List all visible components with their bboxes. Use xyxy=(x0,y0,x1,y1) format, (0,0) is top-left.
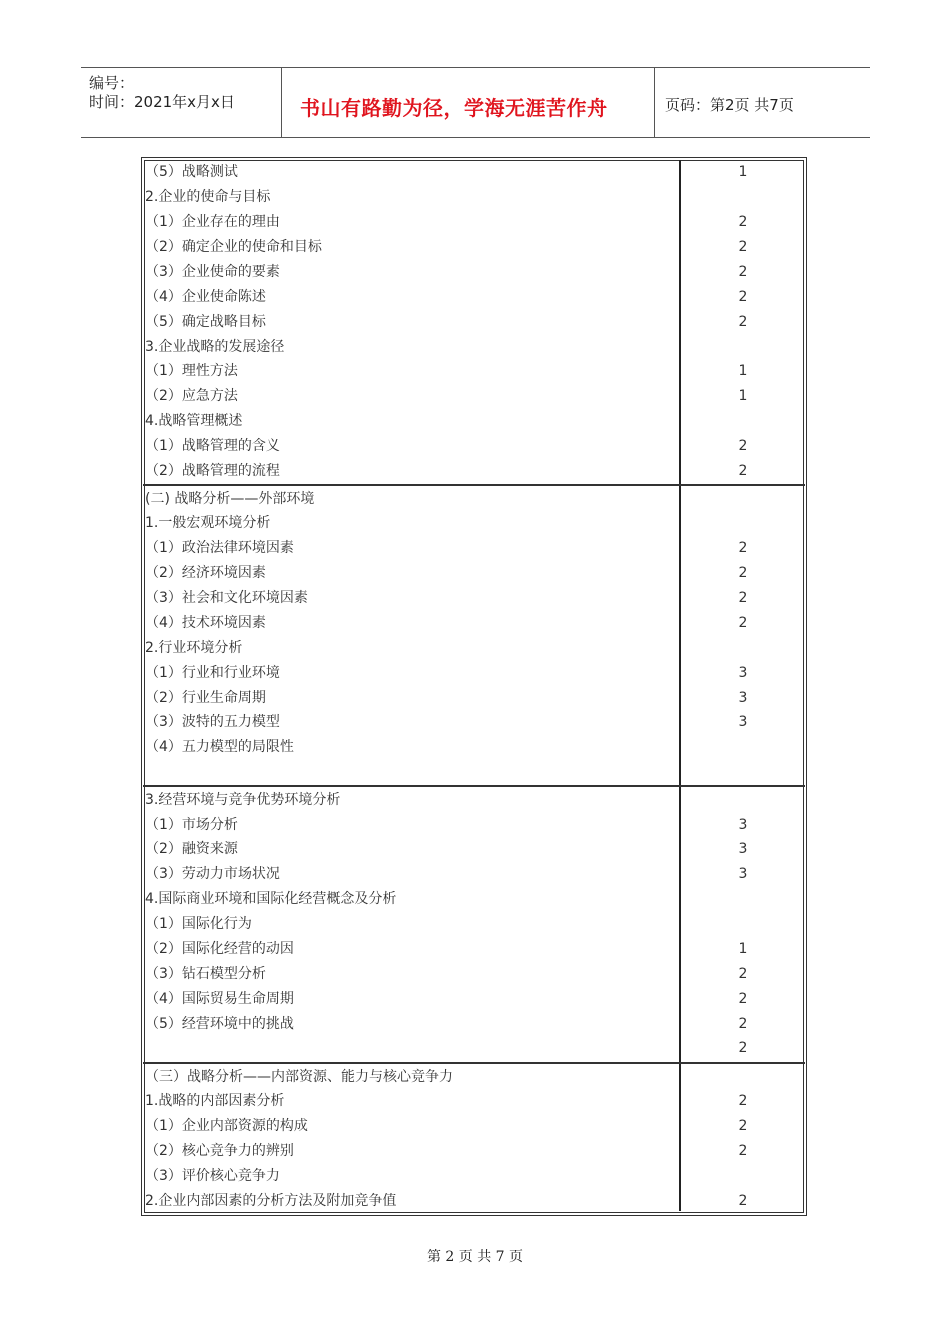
table-row-text: (二) 战略分析——外部环境 xyxy=(145,491,315,507)
table-row-value: 2 xyxy=(738,438,748,454)
table-row-text: （3）钻石模型分析 xyxy=(145,966,266,982)
table-row-value: 2 xyxy=(738,1193,748,1209)
table-row-value: 3 xyxy=(738,665,748,681)
table-row-text: （1）企业存在的理由 xyxy=(145,214,280,230)
table-row-value: 2 xyxy=(738,214,748,230)
table-row-text: （2）战略管理的流程 xyxy=(145,463,280,479)
table-row-value xyxy=(730,1166,756,1186)
table-row-value xyxy=(730,1067,756,1087)
header-right-cell xyxy=(655,68,870,137)
section-divider-3 xyxy=(143,1062,805,1064)
table-row-value: 2 xyxy=(738,966,748,982)
table-row-text: （3）波特的五力模型 xyxy=(145,714,280,730)
header-motto: 书山有路勤为径，学海无涯苦作舟 xyxy=(300,96,608,120)
table-row-value: 2 xyxy=(738,540,748,556)
table-row-text: 2.行业环境分析 xyxy=(145,640,243,656)
table-row-value: 2 xyxy=(738,463,748,479)
table-row-text: （1）理性方法 xyxy=(145,363,238,379)
document-header xyxy=(81,67,870,138)
table-row-value: 3 xyxy=(738,714,748,730)
table-row-text: （3）企业使命的要素 xyxy=(145,264,280,280)
table-row-text: （1）市场分析 xyxy=(145,817,238,833)
table-row-value xyxy=(730,337,756,357)
table-row-text: 1.一般宏观环境分析 xyxy=(145,515,271,531)
table-row-text: （4）企业使命陈述 xyxy=(145,289,266,305)
table-row-text: （3）劳动力市场状况 xyxy=(145,866,280,882)
table-row-text: （1）政治法律环境因素 xyxy=(145,540,294,556)
table-row-text: 3.经营环境与竞争优势环境分析 xyxy=(145,792,341,808)
header-middle-cell xyxy=(282,68,655,137)
table-row-value: 2 xyxy=(738,289,748,305)
table-row-value: 2 xyxy=(738,1040,748,1056)
table-row-text: （2）融资来源 xyxy=(145,841,238,857)
table-row-text: （5）战略测试 xyxy=(145,164,238,180)
table-row-value: 2 xyxy=(738,239,748,255)
table-row-value: 2 xyxy=(738,991,748,1007)
table-row-text: （4）国际贸易生命周期 xyxy=(145,991,294,1007)
table-row-value xyxy=(730,187,756,207)
table-row-value: 1 xyxy=(738,363,748,379)
table-row-value: 1 xyxy=(738,941,748,957)
table-row-text: （2）核心竞争力的辨别 xyxy=(145,1143,294,1159)
table-row-value: 2 xyxy=(738,314,748,330)
table-row-value xyxy=(730,737,756,757)
table-row-text: （4）五力模型的局限性 xyxy=(145,739,294,755)
header-page-info: 页码：第2页 共7页 xyxy=(665,96,794,114)
table-row-value: 3 xyxy=(738,817,748,833)
table-row-value: 2 xyxy=(738,1143,748,1159)
table-row-value: 1 xyxy=(738,164,748,180)
table-row-text: （2）国际化经营的动因 xyxy=(145,941,294,957)
table-row-text: （4）技术环境因素 xyxy=(145,615,266,631)
table-row-text: （2）经济环境因素 xyxy=(145,565,266,581)
page-footer: 第 2 页 共 7 页 xyxy=(426,1249,524,1265)
table-row-text: 2.企业的使命与目标 xyxy=(145,189,271,205)
section-divider-2 xyxy=(143,785,805,787)
table-row-value: 3 xyxy=(738,841,748,857)
table-row-value: 3 xyxy=(738,866,748,882)
table-row-text: （3）评价核心竞争力 xyxy=(145,1168,280,1184)
table-row-value: 2 xyxy=(738,590,748,606)
table-row-value: 2 xyxy=(738,565,748,581)
table-row-value: 2 xyxy=(738,1093,748,1109)
section-divider-1 xyxy=(143,484,805,486)
table-row-text: 4.国际商业环境和国际化经营概念及分析 xyxy=(145,891,397,907)
table-row-value xyxy=(730,914,756,934)
column-divider xyxy=(679,160,681,1211)
table-row-value: 2 xyxy=(738,1118,748,1134)
table-row-text: （2）行业生命周期 xyxy=(145,690,266,706)
table-row-text: （3）社会和文化环境因素 xyxy=(145,590,308,606)
table-row-text: （5）经营环境中的挑战 xyxy=(145,1016,294,1032)
table-row-value xyxy=(730,638,756,658)
table-row-value xyxy=(730,411,756,431)
table-row-value xyxy=(730,790,756,810)
table-row-text: （5）确定战略目标 xyxy=(145,314,266,330)
table-row-text: （1）战略管理的含义 xyxy=(145,438,280,454)
table-row-value xyxy=(730,489,756,509)
table-row-text: （1）国际化行为 xyxy=(145,916,252,932)
table-row-text: 3.企业战略的发展途径 xyxy=(145,339,285,355)
table-row-text: （1）行业和行业环境 xyxy=(145,665,280,681)
table-row-text: 2.企业内部因素的分析方法及附加竞争值 xyxy=(145,1193,397,1209)
header-left-cell xyxy=(81,68,282,137)
document-date-label: 时间：2021年x月x日 xyxy=(89,93,235,111)
table-row-value: 2 xyxy=(738,615,748,631)
table-row-text: （2）应急方法 xyxy=(145,388,238,404)
table-row-text: （2）确定企业的使命和目标 xyxy=(145,239,322,255)
table-row-value xyxy=(730,889,756,909)
table-row-text: 1.战略的内部因素分析 xyxy=(145,1093,285,1109)
table-row-value xyxy=(730,513,756,533)
table-row-text: （三）战略分析——内部资源、能力与核心竞争力 xyxy=(145,1069,453,1085)
table-row-value: 2 xyxy=(738,1016,748,1032)
table-row-value: 3 xyxy=(738,690,748,706)
table-row-text: （1）企业内部资源的构成 xyxy=(145,1118,308,1134)
document-code-label: 编号： xyxy=(89,74,135,92)
table-row-value: 1 xyxy=(738,388,748,404)
table-row-text: 4.战略管理概述 xyxy=(145,413,243,429)
table-row-value: 2 xyxy=(738,264,748,280)
